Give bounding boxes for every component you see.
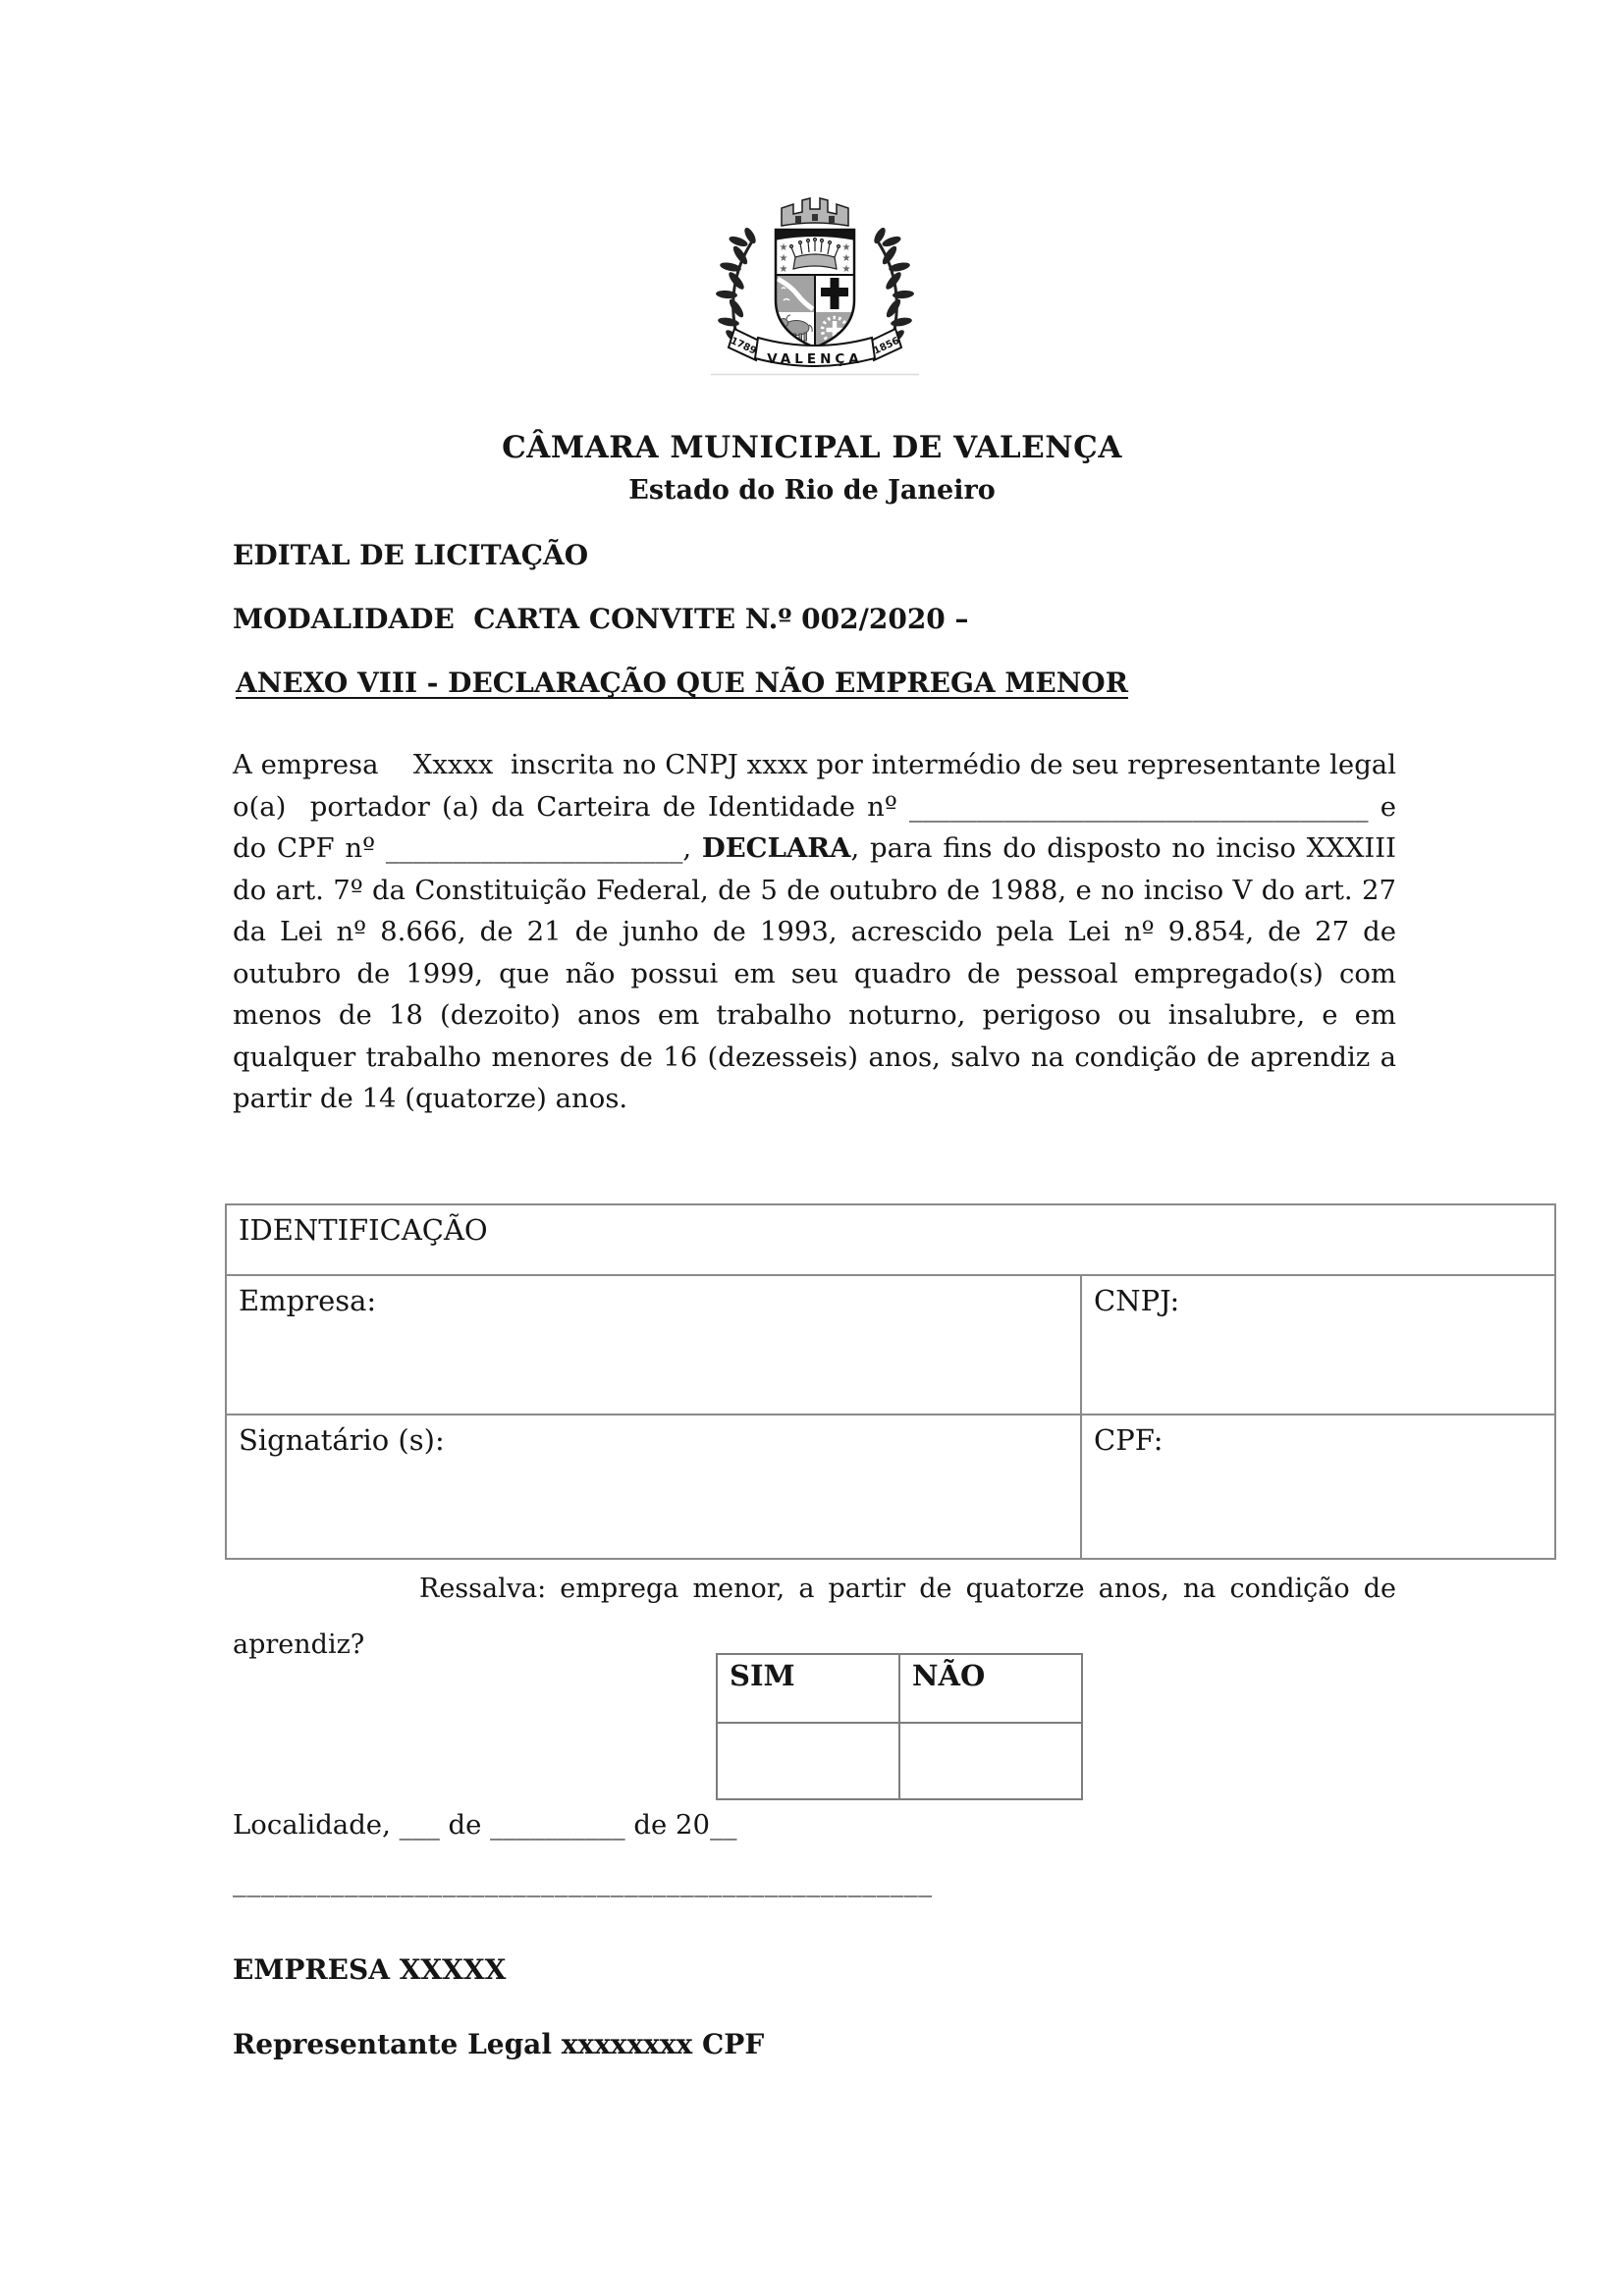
- organization-name: CÂMARA MUNICIPAL DE VALENÇA: [502, 430, 1122, 465]
- svg-text:★: ★: [779, 264, 788, 275]
- sim-nao-table: [716, 1653, 1083, 1800]
- svg-text:★: ★: [779, 253, 788, 264]
- coat-of-arms-icon: [705, 185, 925, 377]
- cpf-field-label: CPF:: [1081, 1415, 1555, 1559]
- ressalva-question: Ressalva: emprega menor, a partir de quatorze anos, na condição de aprendiz?: [233, 1574, 1396, 1660]
- nao-answer-cell: [899, 1723, 1082, 1799]
- sim-option-label: SIM: [717, 1654, 899, 1723]
- banner-year-left: 1789: [729, 335, 758, 357]
- svg-text:★: ★: [841, 264, 851, 275]
- sim-answer-cell: [717, 1723, 899, 1799]
- identification-table: [225, 1203, 1556, 1560]
- modalidade-title: MODALIDADE CARTA CONVITE N.º 002/2020 –: [233, 603, 969, 635]
- banner-city-name: VALENÇA: [767, 351, 863, 367]
- svg-text:★: ★: [841, 242, 851, 253]
- organization-subtitle: Estado do Rio de Janeiro: [628, 475, 996, 506]
- banner-year-right: 1856: [872, 335, 901, 357]
- signature-line: __________________________________________________: [233, 1866, 933, 1897]
- mural-crown: [782, 198, 848, 226]
- edital-title: EDITAL DE LICITAÇÃO: [233, 539, 589, 571]
- representante-legal-label: Representante Legal xxxxxxxx CPF: [233, 2028, 765, 2060]
- declaration-declara-word: DECLARA: [701, 832, 851, 864]
- signatario-field-label: Signatário (s):: [226, 1415, 1081, 1559]
- declaration-text-before: A empresa Xxxxx inscrita no CNPJ xxxx por intermédio de seu representante legal o(a) portador (a) da Carteira de Identidade nº __________________________________ e do CPF nº ______________________,: [233, 749, 1405, 864]
- declaration-paragraph: [233, 744, 1405, 1120]
- identification-table-title: IDENTIFICAÇÃO: [226, 1204, 1555, 1275]
- municipal-coat-of-arms: [705, 185, 925, 377]
- cnpj-field-label: CNPJ:: [1081, 1275, 1555, 1415]
- empresa-field-label: Empresa:: [226, 1275, 1081, 1415]
- svg-text:★: ★: [779, 242, 788, 253]
- anexo-title: ANEXO VIII - DECLARAÇÃO QUE NÃO EMPREGA MENOR: [236, 667, 1128, 699]
- declaration-text-after: , para fins do disposto no inciso XXXIII do art. 7º da Constituição Federal, de 5 de outubro de 1988, e no inciso V do art. 27 da Lei nº 8.666, de 21 de junho de 1993, acrescido pela Lei nº 9.854, de 27 de outubro de 1999, que não possui em seu quadro de pessoal empregado(s) com menos de 18 (dezoito) anos em trabalho noturno, perigoso ou insalubre, e em qualquer trabalho menores de 16 (dezesseis) anos, salvo na condição de aprendiz a partir de 14 (quatorze) anos.: [233, 832, 1405, 1114]
- svg-text:★: ★: [841, 253, 851, 264]
- nao-option-label: NÃO: [899, 1654, 1082, 1723]
- localidade-date-line: Localidade, ___ de __________ de 20__: [233, 1809, 737, 1841]
- empresa-signature-label: EMPRESA XXXXX: [233, 1953, 507, 1986]
